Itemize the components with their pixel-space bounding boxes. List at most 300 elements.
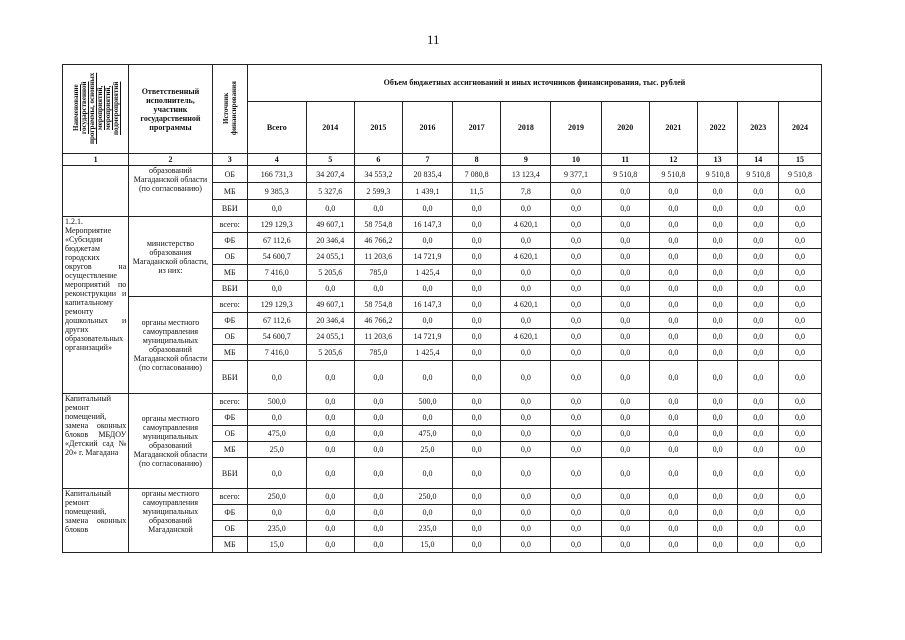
amount-cell: 4 620,1 (501, 329, 551, 345)
amount-cell: 0,0 (551, 265, 601, 281)
amount-cell: 0,0 (453, 361, 501, 394)
funding-source-cell: МБ (212, 537, 247, 553)
amount-cell: 0,0 (738, 410, 779, 426)
funding-source-cell: всего: (212, 297, 247, 313)
amount-cell: 0,0 (601, 183, 649, 200)
amount-cell: 0,0 (601, 329, 649, 345)
table-row (63, 297, 822, 313)
column-number-cell: 14 (738, 154, 779, 166)
amount-cell: 0,0 (649, 505, 697, 521)
amount-cell: 0,0 (247, 458, 306, 489)
amount-cell: 0,0 (501, 233, 551, 249)
funding-source-cell: всего: (212, 489, 247, 505)
amount-cell: 0,0 (354, 426, 402, 442)
amount-cell: 0,0 (306, 521, 354, 537)
amount-cell: 0,0 (649, 521, 697, 537)
amount-cell: 1 425,4 (402, 265, 452, 281)
funding-source-cell: МБ (212, 265, 247, 281)
amount-cell: 0,0 (354, 394, 402, 410)
amount-cell: 25,0 (402, 442, 452, 458)
amount-cell: 0,0 (354, 521, 402, 537)
amount-cell: 0,0 (697, 313, 738, 329)
amount-cell: 7 080,8 (453, 166, 501, 183)
amount-cell: 34 553,2 (354, 166, 402, 183)
amount-cell: 0,0 (779, 458, 822, 489)
amount-cell: 0,0 (738, 442, 779, 458)
amount-cell: 0,0 (779, 345, 822, 361)
amount-cell: 0,0 (738, 265, 779, 281)
header-year-cell: 2024 (779, 101, 822, 153)
amount-cell: 0,0 (402, 200, 452, 217)
amount-cell: 49 607,1 (306, 217, 354, 233)
amount-cell: 20 346,4 (306, 313, 354, 329)
header-year-cell: 2015 (354, 101, 402, 153)
amount-cell: 129 129,3 (247, 297, 306, 313)
amount-cell: 0,0 (697, 249, 738, 265)
amount-cell: 0,0 (779, 217, 822, 233)
header-name-column (63, 65, 129, 154)
funding-source-cell: ФБ (212, 505, 247, 521)
column-number-cell: 3 (212, 154, 247, 166)
amount-cell: 15,0 (402, 537, 452, 553)
amount-cell: 0,0 (697, 489, 738, 505)
amount-cell: 24 055,1 (306, 249, 354, 265)
amount-cell: 0,0 (697, 442, 738, 458)
amount-cell: 0,0 (649, 345, 697, 361)
amount-cell: 0,0 (402, 410, 452, 426)
amount-cell: 0,0 (697, 200, 738, 217)
amount-cell: 0,0 (354, 442, 402, 458)
amount-cell: 0,0 (453, 442, 501, 458)
amount-cell: 0,0 (453, 200, 501, 217)
amount-cell: 0,0 (738, 458, 779, 489)
amount-cell: 7,8 (501, 183, 551, 200)
header-year-cell: 2023 (738, 101, 779, 153)
amount-cell: 9 510,8 (697, 166, 738, 183)
amount-cell: 0,0 (779, 505, 822, 521)
amount-cell: 0,0 (601, 249, 649, 265)
amount-cell: 0,0 (601, 489, 649, 505)
funding-source-cell: ОБ (212, 521, 247, 537)
amount-cell: 0,0 (738, 329, 779, 345)
amount-cell: 0,0 (551, 297, 601, 313)
amount-cell: 2 599,3 (354, 183, 402, 200)
amount-cell: 0,0 (779, 281, 822, 297)
amount-cell: 0,0 (453, 313, 501, 329)
header-year-cell: 2017 (453, 101, 501, 153)
amount-cell: 0,0 (779, 233, 822, 249)
amount-cell: 0,0 (649, 426, 697, 442)
amount-cell: 0,0 (697, 233, 738, 249)
amount-cell: 0,0 (551, 458, 601, 489)
amount-cell: 0,0 (402, 361, 452, 394)
amount-cell: 0,0 (306, 281, 354, 297)
amount-cell: 0,0 (551, 233, 601, 249)
amount-cell: 0,0 (738, 233, 779, 249)
header-source-column (212, 65, 247, 154)
amount-cell: 1 439,1 (402, 183, 452, 200)
amount-cell: 0,0 (738, 489, 779, 505)
amount-cell: 0,0 (779, 521, 822, 537)
amount-cell: 0,0 (402, 281, 452, 297)
amount-cell: 0,0 (551, 426, 601, 442)
funding-source-cell: ФБ (212, 313, 247, 329)
amount-cell: 54 600,7 (247, 329, 306, 345)
amount-cell: 0,0 (738, 361, 779, 394)
executor-cell: органы местного самоуправления муниципальных образований Магаданской области (по согласованию) (129, 297, 212, 394)
amount-cell: 0,0 (306, 442, 354, 458)
amount-cell: 0,0 (551, 200, 601, 217)
amount-cell: 0,0 (453, 217, 501, 233)
header-funding-title: Объем бюджетных ассигнований и иных источников финансирования, тыс. рублей (247, 65, 821, 102)
amount-cell: 0,0 (779, 313, 822, 329)
amount-cell: 0,0 (354, 281, 402, 297)
amount-cell: 14 721,9 (402, 329, 452, 345)
amount-cell: 0,0 (501, 361, 551, 394)
amount-cell: 0,0 (779, 410, 822, 426)
amount-cell: 500,0 (247, 394, 306, 410)
amount-cell: 0,0 (697, 281, 738, 297)
amount-cell: 0,0 (697, 361, 738, 394)
funding-source-cell: МБ (212, 345, 247, 361)
amount-cell: 20 835,4 (402, 166, 452, 183)
amount-cell: 0,0 (738, 249, 779, 265)
amount-cell: 58 754,8 (354, 297, 402, 313)
measure-name-cell (63, 166, 129, 217)
amount-cell: 9 385,3 (247, 183, 306, 200)
amount-cell: 0,0 (697, 183, 738, 200)
amount-cell: 0,0 (697, 217, 738, 233)
amount-cell: 0,0 (779, 200, 822, 217)
amount-cell: 0,0 (779, 249, 822, 265)
amount-cell: 0,0 (453, 537, 501, 553)
header-year-cell: Всего (247, 101, 306, 153)
amount-cell: 0,0 (453, 297, 501, 313)
amount-cell: 0,0 (402, 505, 452, 521)
amount-cell: 0,0 (402, 233, 452, 249)
amount-cell: 49 607,1 (306, 297, 354, 313)
funding-source-cell: МБ (212, 442, 247, 458)
amount-cell: 0,0 (354, 537, 402, 553)
amount-cell: 13 123,4 (501, 166, 551, 183)
header-executor-column: Ответственный исполнитель, участник государственной программы (129, 65, 212, 154)
amount-cell: 0,0 (649, 281, 697, 297)
amount-cell: 25,0 (247, 442, 306, 458)
amount-cell: 0,0 (649, 297, 697, 313)
amount-cell: 0,0 (649, 489, 697, 505)
column-number-row (63, 154, 822, 166)
amount-cell: 235,0 (247, 521, 306, 537)
amount-cell: 0,0 (247, 281, 306, 297)
amount-cell: 0,0 (354, 489, 402, 505)
executor-cell: органы местного самоуправления муниципальных образований Магаданской области (по согласованию) (129, 394, 212, 489)
column-number-cell: 13 (697, 154, 738, 166)
amount-cell: 9 377,1 (551, 166, 601, 183)
column-number-cell: 11 (601, 154, 649, 166)
header-year-cell: 2021 (649, 101, 697, 153)
amount-cell: 0,0 (738, 426, 779, 442)
measure-name-cell: 1.2.1. Мероприятие «Субсидии бюджетам городских округов на осуществление мероприятий по реконструкции и капитальному ремонту дошкольных и других образовательных организаций» (63, 217, 129, 394)
funding-source-cell: ОБ (212, 426, 247, 442)
amount-cell: 0,0 (649, 329, 697, 345)
amount-cell: 0,0 (501, 521, 551, 537)
amount-cell: 500,0 (402, 394, 452, 410)
amount-cell: 7 416,0 (247, 345, 306, 361)
amount-cell: 0,0 (779, 442, 822, 458)
amount-cell: 0,0 (551, 521, 601, 537)
amount-cell: 0,0 (697, 426, 738, 442)
funding-source-cell: ОБ (212, 329, 247, 345)
amount-cell: 58 754,8 (354, 217, 402, 233)
funding-source-cell: ОБ (212, 166, 247, 183)
header-year-cell: 2014 (306, 101, 354, 153)
amount-cell: 9 510,8 (738, 166, 779, 183)
column-number-cell: 1 (63, 154, 129, 166)
amount-cell: 0,0 (738, 505, 779, 521)
amount-cell: 0,0 (779, 329, 822, 345)
amount-cell: 0,0 (453, 249, 501, 265)
funding-source-cell: ВБИ (212, 200, 247, 217)
amount-cell: 16 147,3 (402, 217, 452, 233)
amount-cell: 166 731,3 (247, 166, 306, 183)
amount-cell: 5 205,6 (306, 345, 354, 361)
amount-cell: 0,0 (453, 265, 501, 281)
amount-cell: 0,0 (649, 217, 697, 233)
executor-cell: министерство образования Магаданской области, из них: (129, 217, 212, 297)
amount-cell: 0,0 (601, 361, 649, 394)
measure-name-cell: Капитальный ремонт помещений, замена оконных блоков (63, 489, 129, 553)
header-source-text: Источник финансирования (221, 81, 238, 135)
amount-cell: 475,0 (402, 426, 452, 442)
column-number-cell: 6 (354, 154, 402, 166)
amount-cell: 4 620,1 (501, 249, 551, 265)
amount-cell: 0,0 (649, 394, 697, 410)
amount-cell: 0,0 (697, 410, 738, 426)
column-number-cell: 10 (551, 154, 601, 166)
amount-cell: 0,0 (453, 521, 501, 537)
table-row (63, 166, 822, 183)
amount-cell: 0,0 (551, 313, 601, 329)
amount-cell: 0,0 (354, 505, 402, 521)
amount-cell: 46 766,2 (354, 233, 402, 249)
amount-cell: 0,0 (551, 410, 601, 426)
header-year-cell: 2020 (601, 101, 649, 153)
amount-cell: 250,0 (402, 489, 452, 505)
amount-cell: 0,0 (551, 537, 601, 553)
funding-source-cell: МБ (212, 183, 247, 200)
funding-source-cell: ВБИ (212, 361, 247, 394)
table-row (63, 489, 822, 505)
amount-cell: 0,0 (649, 183, 697, 200)
amount-cell: 0,0 (697, 297, 738, 313)
amount-cell: 0,0 (601, 200, 649, 217)
header-year-cell: 2018 (501, 101, 551, 153)
amount-cell: 0,0 (501, 394, 551, 410)
amount-cell: 0,0 (697, 521, 738, 537)
amount-cell: 0,0 (738, 183, 779, 200)
measure-name-cell: Капитальный ремонт помещений, замена оконных блоков МБДОУ «Детский сад № 20» г. Магадана (63, 394, 129, 489)
amount-cell: 0,0 (551, 217, 601, 233)
amount-cell: 4 620,1 (501, 217, 551, 233)
amount-cell: 0,0 (551, 345, 601, 361)
amount-cell: 475,0 (247, 426, 306, 442)
amount-cell: 67 112,6 (247, 313, 306, 329)
amount-cell: 0,0 (697, 265, 738, 281)
amount-cell: 0,0 (738, 521, 779, 537)
amount-cell: 0,0 (551, 505, 601, 521)
amount-cell: 0,0 (779, 361, 822, 394)
amount-cell: 0,0 (779, 489, 822, 505)
amount-cell: 0,0 (501, 281, 551, 297)
amount-cell: 0,0 (601, 313, 649, 329)
amount-cell: 0,0 (551, 281, 601, 297)
amount-cell: 0,0 (354, 458, 402, 489)
amount-cell: 0,0 (649, 410, 697, 426)
amount-cell: 0,0 (501, 505, 551, 521)
amount-cell: 9 510,8 (601, 166, 649, 183)
header-year-cell: 2022 (697, 101, 738, 153)
amount-cell: 4 620,1 (501, 297, 551, 313)
amount-cell: 34 207,4 (306, 166, 354, 183)
amount-cell: 0,0 (738, 217, 779, 233)
funding-source-cell: ФБ (212, 233, 247, 249)
amount-cell: 14 721,9 (402, 249, 452, 265)
amount-cell: 0,0 (697, 329, 738, 345)
amount-cell: 0,0 (306, 361, 354, 394)
amount-cell: 0,0 (601, 281, 649, 297)
amount-cell: 0,0 (501, 200, 551, 217)
amount-cell: 0,0 (501, 265, 551, 281)
amount-cell: 785,0 (354, 345, 402, 361)
amount-cell: 0,0 (738, 281, 779, 297)
amount-cell: 16 147,3 (402, 297, 452, 313)
funding-source-cell: ВБИ (212, 281, 247, 297)
funding-source-cell: ВБИ (212, 458, 247, 489)
amount-cell: 0,0 (649, 265, 697, 281)
amount-cell: 0,0 (601, 537, 649, 553)
amount-cell: 54 600,7 (247, 249, 306, 265)
amount-cell: 0,0 (738, 537, 779, 553)
amount-cell: 129 129,3 (247, 217, 306, 233)
amount-cell: 0,0 (453, 426, 501, 442)
amount-cell: 0,0 (551, 489, 601, 505)
amount-cell: 0,0 (649, 537, 697, 553)
amount-cell: 67 112,6 (247, 233, 306, 249)
amount-cell: 0,0 (779, 426, 822, 442)
amount-cell: 250,0 (247, 489, 306, 505)
amount-cell: 0,0 (697, 394, 738, 410)
amount-cell: 0,0 (779, 394, 822, 410)
amount-cell: 0,0 (453, 281, 501, 297)
amount-cell: 46 766,2 (354, 313, 402, 329)
amount-cell: 0,0 (649, 313, 697, 329)
amount-cell: 0,0 (551, 183, 601, 200)
table-row (63, 394, 822, 410)
column-number-cell: 4 (247, 154, 306, 166)
amount-cell: 9 510,8 (649, 166, 697, 183)
amount-cell: 7 416,0 (247, 265, 306, 281)
funding-source-cell: ОБ (212, 249, 247, 265)
amount-cell: 0,0 (551, 442, 601, 458)
amount-cell: 0,0 (779, 297, 822, 313)
amount-cell: 0,0 (551, 361, 601, 394)
funding-source-cell: ФБ (212, 410, 247, 426)
amount-cell: 0,0 (601, 217, 649, 233)
header-row-top (63, 65, 822, 102)
amount-cell: 0,0 (306, 426, 354, 442)
amount-cell: 5 205,6 (306, 265, 354, 281)
amount-cell: 0,0 (453, 489, 501, 505)
amount-cell: 0,0 (247, 505, 306, 521)
table-body (63, 166, 822, 553)
amount-cell: 0,0 (601, 521, 649, 537)
amount-cell: 0,0 (402, 458, 452, 489)
amount-cell: 0,0 (738, 313, 779, 329)
amount-cell: 0,0 (306, 505, 354, 521)
column-number-cell: 7 (402, 154, 452, 166)
amount-cell: 0,0 (779, 265, 822, 281)
amount-cell: 0,0 (601, 345, 649, 361)
amount-cell: 0,0 (551, 329, 601, 345)
header-year-cell: 2019 (551, 101, 601, 153)
amount-cell: 0,0 (354, 410, 402, 426)
amount-cell: 0,0 (306, 410, 354, 426)
amount-cell: 11 203,6 (354, 329, 402, 345)
amount-cell: 235,0 (402, 521, 452, 537)
column-number-cell: 5 (306, 154, 354, 166)
amount-cell: 0,0 (649, 458, 697, 489)
amount-cell: 0,0 (601, 426, 649, 442)
table-row (63, 217, 822, 233)
amount-cell: 0,0 (601, 410, 649, 426)
column-number-cell: 12 (649, 154, 697, 166)
amount-cell: 0,0 (601, 505, 649, 521)
amount-cell: 0,0 (697, 537, 738, 553)
amount-cell: 0,0 (501, 442, 551, 458)
amount-cell: 0,0 (551, 394, 601, 410)
amount-cell: 0,0 (247, 410, 306, 426)
amount-cell: 0,0 (306, 200, 354, 217)
amount-cell: 0,0 (306, 394, 354, 410)
amount-cell: 0,0 (453, 410, 501, 426)
executor-cell: органы местного самоуправления муниципальных образований Магаданской (129, 489, 212, 553)
amount-cell: 0,0 (501, 458, 551, 489)
amount-cell: 0,0 (697, 458, 738, 489)
amount-cell: 0,0 (501, 489, 551, 505)
amount-cell: 0,0 (501, 537, 551, 553)
budget-table (62, 64, 822, 553)
amount-cell: 0,0 (601, 442, 649, 458)
amount-cell: 11 203,6 (354, 249, 402, 265)
amount-cell: 0,0 (779, 183, 822, 200)
amount-cell: 0,0 (501, 410, 551, 426)
amount-cell: 0,0 (306, 458, 354, 489)
amount-cell: 0,0 (738, 200, 779, 217)
amount-cell: 0,0 (601, 458, 649, 489)
amount-cell: 0,0 (354, 361, 402, 394)
amount-cell: 0,0 (247, 361, 306, 394)
page-number: 11 (427, 32, 440, 47)
amount-cell: 0,0 (453, 394, 501, 410)
amount-cell: 785,0 (354, 265, 402, 281)
amount-cell: 0,0 (601, 265, 649, 281)
amount-cell: 11,5 (453, 183, 501, 200)
amount-cell: 0,0 (601, 297, 649, 313)
amount-cell: 0,0 (501, 426, 551, 442)
column-number-cell: 8 (453, 154, 501, 166)
amount-cell: 0,0 (453, 345, 501, 361)
amount-cell: 0,0 (649, 200, 697, 217)
